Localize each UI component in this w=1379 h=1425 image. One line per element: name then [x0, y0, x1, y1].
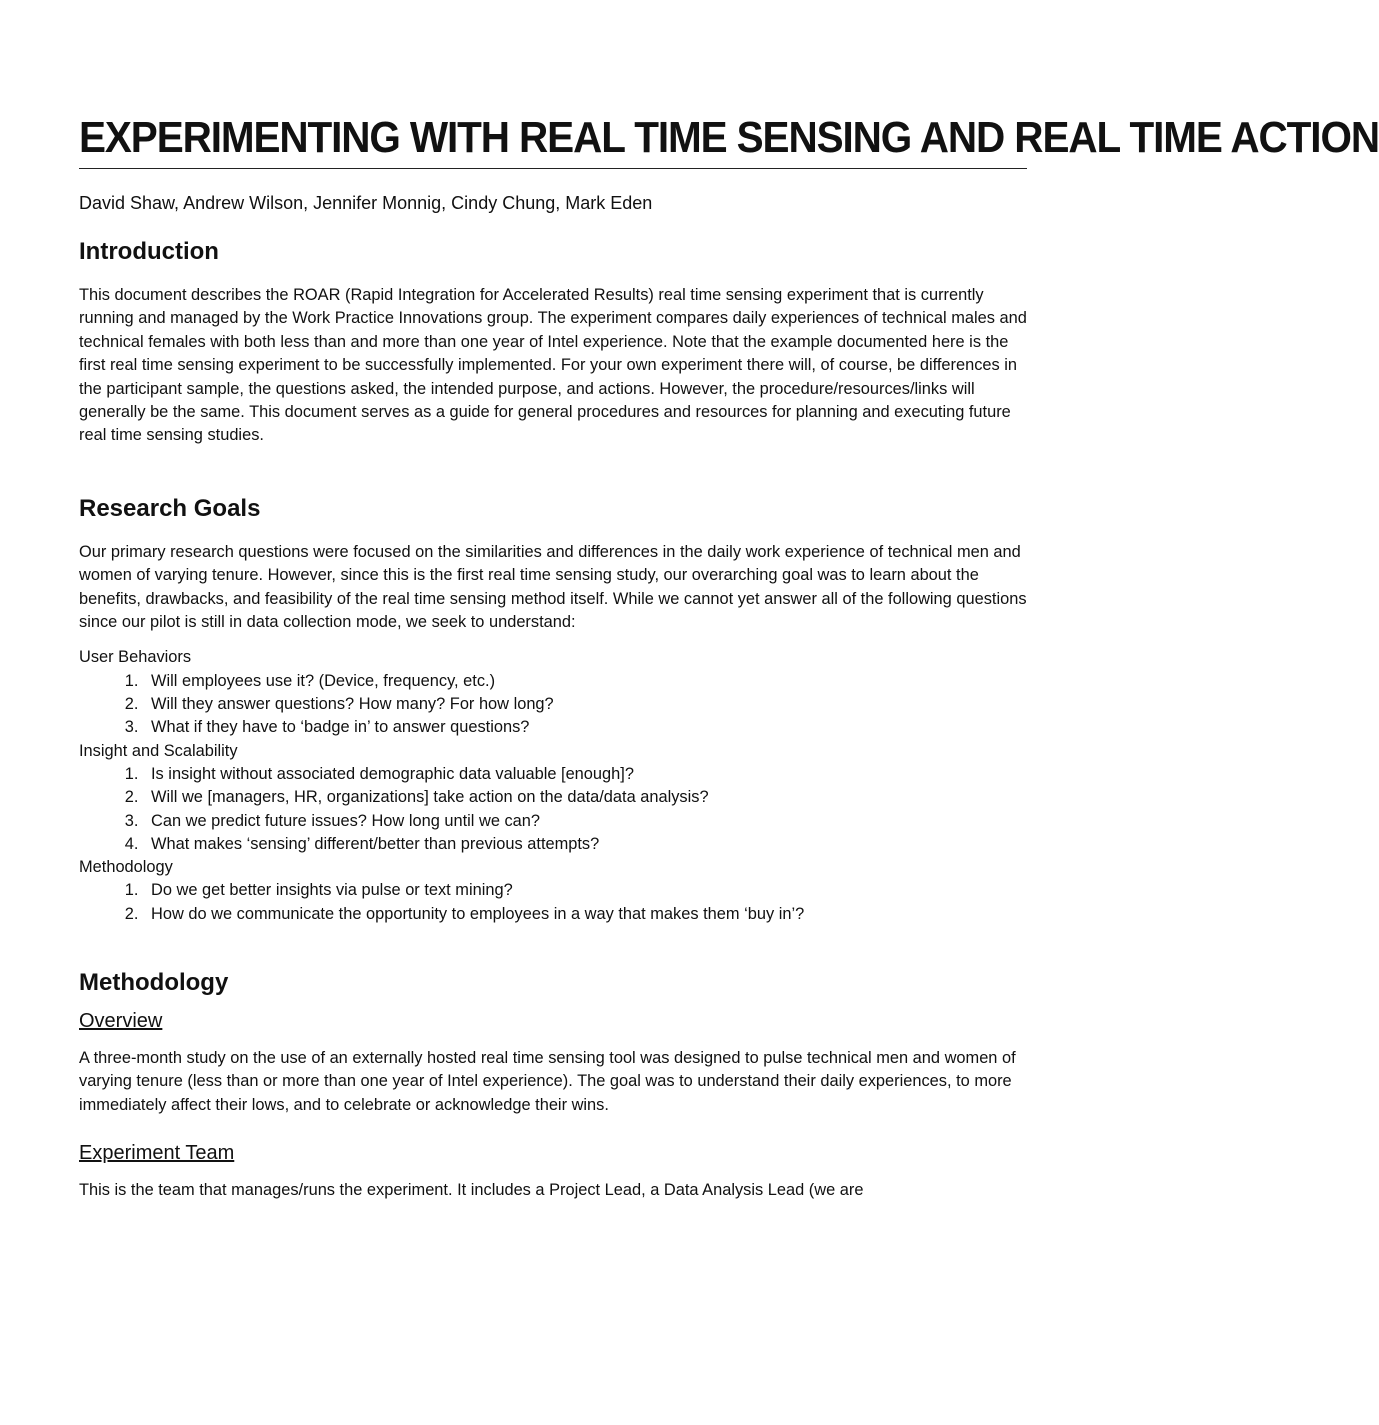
research-goals-paragraph: Our primary research questions were focused on the similarities and differences in the daily work experience of technical men and women of varying tenure. However, since this is the first real time sensing study, our overarching goal was to learn about the benefits, drawbacks, and feasibility of the real time sensing method itself. While we cannot yet answer all of the following questions since our pilot is still in data collection mode, we seek to understand: [79, 542, 1027, 632]
list-item: 3. Can we predict future issues? How long until we can? [143, 810, 1027, 833]
list-item: 1. Do we get better insights via pulse or text mining? [143, 879, 1027, 902]
list-item: 4. What makes ‘sensing’ different/better than previous attempts? [143, 833, 1027, 856]
overview-paragraph: A three-month study on the use of an externally hosted real time sensing tool was designed to pulse technical men and women of varying tenure (less than or more than one year of Intel experience). The goal was to understand their daily experiences, to more immediately affect their lows, and to celebrate or acknowledge their wins. [79, 1049, 1016, 1114]
overview-subheading: Overview [79, 1010, 163, 1033]
insight-scalability-list [79, 763, 1027, 856]
list-item: 3. What if they have to ‘badge in’ to answer questions? [143, 716, 1027, 739]
user-behaviors-list [79, 670, 1027, 740]
research-goals-heading: Research Goals [79, 494, 261, 522]
methodology-section [79, 968, 1027, 1203]
group-label-insight-scalability: Insight and Scalability [79, 741, 238, 760]
group-label-methodology: Methodology [79, 858, 173, 877]
document-page [79, 112, 1379, 1203]
methodology-heading: Methodology [79, 969, 229, 997]
list-item: 1. Is insight without associated demographic data valuable [enough]? [143, 763, 1027, 786]
list-item: 1. Will employees use it? (Device, frequency, etc.) [143, 670, 1027, 693]
research-questions-list [79, 646, 1027, 926]
list-item: 2. Will we [managers, HR, organizations] take action on the data/data analysis? [143, 786, 1027, 809]
group-label-user-behaviors: User Behaviors [79, 648, 192, 667]
author-list: David Shaw, Andrew Wilson, Jennifer Monnig, Cindy Chung, Mark Eden [79, 193, 653, 213]
list-item: 2. Will they answer questions? How many? For how long? [143, 693, 1027, 716]
experiment-team-paragraph: This is the team that manages/runs the experiment. It includes a Project Lead, a Data Analysis Lead (we are [79, 1181, 864, 1200]
title-divider [79, 168, 1027, 169]
introduction-heading: Introduction [79, 238, 219, 265]
introduction-section [79, 237, 1027, 448]
document-title: EXPERIMENTING WITH REAL TIME SENSING AND REAL TIME ACTION [79, 113, 1379, 162]
research-goals-section [79, 494, 1027, 926]
methodology-questions-list [79, 879, 1027, 926]
list-item: 2. How do we communicate the opportunity to employees in a way that makes them ‘buy in’? [143, 903, 1027, 926]
experiment-team-subheading: Experiment Team [79, 1142, 235, 1165]
introduction-paragraph: This document describes the ROAR (Rapid Integration for Accelerated Results) real time sensing experiment that is currently running and managed by the Work Practice Innovations group. The experiment compares daily experiences of technical males and technical females with both less than and more than one year of Intel experience. Note that the example documented here is the first real time sensing experiment to be successfully implemented. For your own experiment there will, of course, be differences in the participant sample, the questions asked, the intended purpose, and actions. However, the procedure/resources/links will generally be the same. This document serves as a guide for general procedures and resources for planning and executing future real time sensing studies. [79, 286, 1027, 445]
